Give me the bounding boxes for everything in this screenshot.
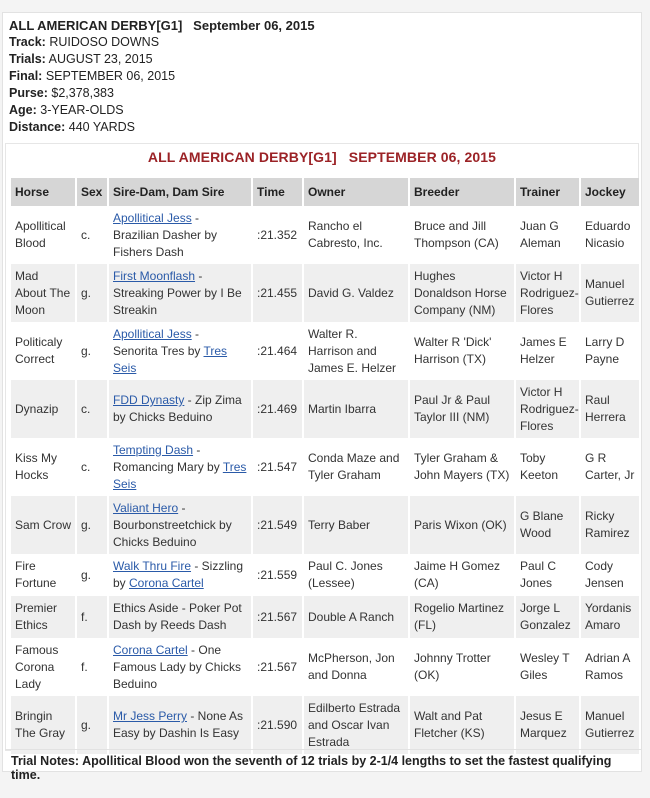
sire-dam-cell xyxy=(108,554,252,596)
trainer-cell: Victor H Rodriguez-Flores xyxy=(515,264,580,322)
track-row: Track: RUIDOSO DOWNS xyxy=(9,35,160,49)
trainer-cell: Victor H Rodriguez-Flores xyxy=(515,380,580,438)
owner-cell: David G. Valdez xyxy=(303,264,409,322)
sire-link[interactable]: Mr Jess Perry xyxy=(113,709,188,723)
owner-cell: McPherson, Jon and Donna xyxy=(303,638,409,696)
trials-value: AUGUST 23, 2015 xyxy=(48,52,153,66)
dam-text: - Sizzling by xyxy=(113,559,247,590)
dam-sire-link[interactable]: Tres Seis xyxy=(113,343,228,375)
results-title: ALL AMERICAN DERBY[G1] SEPTEMBER 06, 2015 xyxy=(147,149,497,165)
table-row xyxy=(11,638,640,696)
jockey-cell: G R Carter, Jr xyxy=(580,438,640,496)
final-row: Final: SEPTEMBER 06, 2015 xyxy=(9,69,176,83)
page-title: ALL AMERICAN DERBY[G1] September 06, 2015 xyxy=(9,18,315,33)
sire-link[interactable]: Tempting Dash xyxy=(113,442,194,457)
dam-text: - None As Easy by Dashin Is Easy xyxy=(113,709,247,740)
dam-text: Ethics Aside - Poker Pot Dash by Reeds Dash xyxy=(113,601,246,632)
sire-dam-cell xyxy=(108,496,252,554)
jockey-cell: Adrian A Ramos xyxy=(580,638,640,696)
table-row xyxy=(11,554,640,596)
time-cell: :21.549 xyxy=(252,496,303,554)
age-value: 3-YEAR-OLDS xyxy=(40,103,124,117)
time-cell: :21.559 xyxy=(252,554,303,596)
jockey-cell: Ricky Ramirez xyxy=(580,496,640,554)
dam-text: - Bourbonstreetchick by Chicks Beduino xyxy=(113,500,236,549)
sex-cell: g. xyxy=(76,696,108,754)
sire-link[interactable]: Apollitical Jess xyxy=(113,326,192,341)
horse-cell: Premier Ethics xyxy=(11,596,76,638)
sire-link[interactable]: Apollitical Jess xyxy=(113,210,192,225)
results-panel xyxy=(5,143,639,751)
sex-cell: f. xyxy=(76,638,108,696)
sire-dam-cell xyxy=(108,206,252,264)
dam-text: - Senorita Tres by xyxy=(113,326,204,358)
jockey-cell: Eduardo Nicasio xyxy=(580,206,640,264)
breeder-cell: Rogelio Martinez (FL) xyxy=(409,596,515,638)
sex-cell: g. xyxy=(76,496,108,554)
col-breeder: Breeder xyxy=(409,178,515,206)
results-table xyxy=(11,178,641,754)
table-row xyxy=(11,380,640,438)
col-sex: Sex xyxy=(76,178,108,206)
owner-cell: Paul C. Jones (Lessee) xyxy=(303,554,409,596)
dam-text: - One Famous Lady by Chicks Beduino xyxy=(113,642,245,691)
sire-link[interactable]: Corona Cartel xyxy=(113,642,188,657)
track-value: RUIDOSO DOWNS xyxy=(49,35,160,49)
dam-text: - Brazilian Dasher by Fishers Dash xyxy=(113,210,221,259)
horse-cell: Politicaly Correct xyxy=(11,322,76,380)
owner-cell: Martin Ibarra xyxy=(303,380,409,438)
jockey-cell: Raul Herrera xyxy=(580,380,640,438)
trainer-cell: Juan G Aleman xyxy=(515,206,580,264)
sire-dam-cell xyxy=(108,264,252,322)
distance-value: 440 YARDS xyxy=(68,120,136,134)
table-row xyxy=(11,438,640,496)
horse-cell: Sam Crow xyxy=(11,496,76,554)
time-cell: :21.547 xyxy=(252,438,303,496)
time-cell: :21.590 xyxy=(252,696,303,754)
dam-sire-link[interactable]: Corona Cartel xyxy=(129,576,204,590)
purse-row: Purse: $2,378,383 xyxy=(9,86,114,100)
age-row: Age: 3-YEAR-OLDS xyxy=(9,103,124,117)
dam-text: - Romancing Mary by xyxy=(113,442,223,474)
horse-cell: Fire Fortune xyxy=(11,554,76,596)
col-trainer: Trainer xyxy=(515,178,580,206)
owner-cell: Terry Baber xyxy=(303,496,409,554)
sex-cell: c. xyxy=(76,206,108,264)
dam-text: - Zip Zima by Chicks Beduino xyxy=(113,393,246,424)
jockey-cell: Manuel Gutierrez xyxy=(580,696,640,754)
sire-dam-cell xyxy=(108,438,252,496)
sire-dam-cell xyxy=(108,322,252,380)
race-header xyxy=(9,17,315,136)
sire-link[interactable]: Walk Thru Fire xyxy=(113,559,192,573)
breeder-cell: Tyler Graham & John Mayers (TX) xyxy=(409,438,515,496)
sire-dam-cell xyxy=(108,380,252,438)
table-row xyxy=(11,596,640,638)
horse-cell: Dynazip xyxy=(11,380,76,438)
sire-link[interactable]: First Moonflash xyxy=(113,268,196,283)
time-cell: :21.455 xyxy=(252,264,303,322)
table-row xyxy=(11,206,640,264)
col-owner: Owner xyxy=(303,178,409,206)
trainer-cell: Paul C Jones xyxy=(515,554,580,596)
breeder-cell: Paris Wixon (OK) xyxy=(409,496,515,554)
table-row xyxy=(11,322,640,380)
trainer-cell: G Blane Wood xyxy=(515,496,580,554)
col-sire-dam: Sire-Dam, Dam Sire xyxy=(108,178,252,206)
trainer-cell: James E Helzer xyxy=(515,322,580,380)
table-row xyxy=(11,696,640,754)
time-cell: :21.352 xyxy=(252,206,303,264)
breeder-cell: Johnny Trotter (OK) xyxy=(409,638,515,696)
sex-cell: g. xyxy=(76,322,108,380)
sex-cell: f. xyxy=(76,596,108,638)
purse-value: $2,378,383 xyxy=(51,86,114,100)
horse-cell: Mad About The Moon xyxy=(11,264,76,322)
sire-link[interactable]: FDD Dynasty xyxy=(113,393,185,407)
time-cell: :21.567 xyxy=(252,638,303,696)
owner-cell: Conda Maze and Tyler Graham xyxy=(303,438,409,496)
breeder-cell: Walter R 'Dick' Harrison (TX) xyxy=(409,322,515,380)
sex-cell: c. xyxy=(76,380,108,438)
table-row xyxy=(11,496,640,554)
horse-cell: Kiss My Hocks xyxy=(11,438,76,496)
sex-cell: c. xyxy=(76,438,108,496)
col-jockey: Jockey xyxy=(580,178,640,206)
sex-cell: g. xyxy=(76,264,108,322)
breeder-cell: Jaime H Gomez (CA) xyxy=(409,554,515,596)
table-header-row xyxy=(11,178,640,206)
sex-cell: g. xyxy=(76,554,108,596)
sire-dam-cell xyxy=(108,596,252,638)
breeder-cell: Hughes Donaldson Horse Company (NM) xyxy=(409,264,515,322)
time-cell: :21.469 xyxy=(252,380,303,438)
race-card xyxy=(2,12,642,782)
col-horse: Horse xyxy=(11,178,76,206)
jockey-cell: Cody Jensen xyxy=(580,554,640,596)
horse-cell: Bringin The Gray xyxy=(11,696,76,754)
distance-row: Distance: 440 YARDS xyxy=(9,120,136,134)
dam-text: - Streaking Power by I Be Streakin xyxy=(113,268,246,317)
jockey-cell: Yordanis Amaro xyxy=(580,596,640,638)
owner-cell: Walter R. Harrison and James E. Helzer xyxy=(303,322,409,380)
breeder-cell: Walt and Pat Fletcher (KS) xyxy=(409,696,515,754)
trials-row: Trials: AUGUST 23, 2015 xyxy=(9,52,153,66)
trainer-cell: Jorge L Gonzalez xyxy=(515,596,580,638)
time-cell: :21.464 xyxy=(252,322,303,380)
col-time: Time xyxy=(252,178,303,206)
final-value: SEPTEMBER 06, 2015 xyxy=(45,69,176,83)
owner-cell: Double A Ranch xyxy=(303,596,409,638)
jockey-cell: Larry D Payne xyxy=(580,322,640,380)
trial-notes: Trial Notes: Apollitical Blood won the seventh of 12 trials by 2-1/4 lengths to set the fastest qualifying time. xyxy=(5,749,641,773)
trainer-cell: Toby Keeton xyxy=(515,438,580,496)
sire-dam-cell xyxy=(108,696,252,754)
jockey-cell: Manuel Gutierrez xyxy=(580,264,640,322)
owner-cell: Rancho el Cabresto, Inc. xyxy=(303,206,409,264)
table-row xyxy=(11,264,640,322)
horse-cell: Famous Corona Lady xyxy=(11,638,76,696)
sire-dam-cell xyxy=(108,638,252,696)
horse-cell: Apollitical Blood xyxy=(11,206,76,264)
trainer-cell: Jesus E Marquez xyxy=(515,696,580,754)
sire-link[interactable]: Valiant Hero xyxy=(113,500,179,515)
trainer-cell: Wesley T Giles xyxy=(515,638,580,696)
time-cell: :21.567 xyxy=(252,596,303,638)
dam-sire-link[interactable]: Tres Seis xyxy=(113,459,247,491)
owner-cell: Edilberto Estrada and Oscar Ivan Estrada xyxy=(303,696,409,754)
breeder-cell: Paul Jr & Paul Taylor III (NM) xyxy=(409,380,515,438)
breeder-cell: Bruce and Jill Thompson (CA) xyxy=(409,206,515,264)
